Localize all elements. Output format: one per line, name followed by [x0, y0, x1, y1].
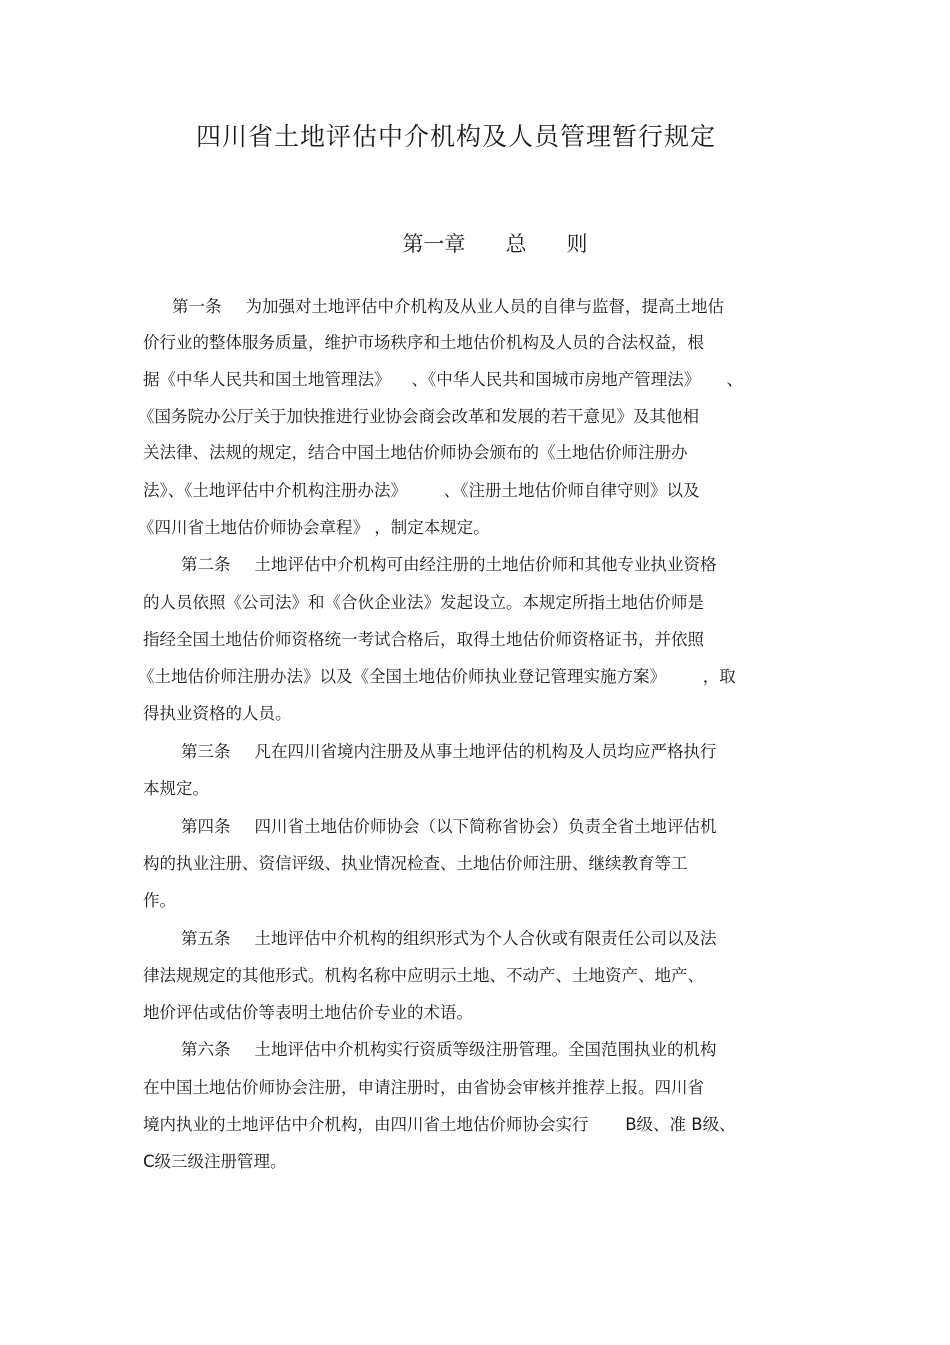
document-title: 四川省土地评估中介机构及人员管理暂行规定 — [195, 122, 716, 151]
article-line: 构的执业注册、资信评级、执业情况检查、土地估价师注册、继续教育等工 — [143, 854, 688, 873]
article-line: 关法律、法规的规定，结合中国土地估价师协会颁布的《土地估价师注册办 — [143, 443, 688, 462]
article-label: 第一条 — [172, 297, 222, 316]
article-line: 第四条 四川省土地估价师协会（以下简称省协会）负责全省土地评估机 — [181, 812, 717, 842]
article-line: 第一条 为加强对土地评估中介机构及从业人员的自律与监督，提高土地估 — [172, 292, 724, 322]
article-line: 第三条 凡在四川省境内注册及从事土地评估的机构及人员均应严格执行 — [181, 737, 717, 767]
article-line: 第五条 土地评估中介机构的组织形式为个人合伙或有限责任公司以及法 — [181, 924, 717, 954]
article-line: 在中国土地估价师协会注册，申请注册时，由省协会审核并推荐上报。四川省 — [143, 1078, 704, 1097]
article-line: 律法规规定的其他形式。机构名称中应明示土地、不动产、土地资产、地产、 — [143, 966, 704, 985]
article-label: 第三条 — [181, 742, 231, 761]
article-line: 《四川省土地估价师协会章程》 ，制定本规定。 — [138, 518, 490, 537]
chapter-heading: 第一章 总 则 — [402, 232, 588, 256]
article-line: 《国务院办公厅关于加快推进行业协会商会改革和发展的若干意见》及其他相 — [138, 407, 699, 426]
article-line: 本规定。 — [143, 779, 209, 798]
article-line: 第六条 土地评估中介机构实行资质等级注册管理。全国范围执业的机构 — [181, 1035, 717, 1065]
article-line: 境内执业的土地评估中介机构，由四川省土地估价师协会实行 B级、准 B级、 — [143, 1115, 736, 1134]
article-label: 第五条 — [181, 929, 231, 948]
article-line: 地价评估或估价等表明土地估价专业的术语。 — [143, 1003, 473, 1022]
article-line: 作。 — [143, 891, 176, 910]
article-line: 的人员依照《公司法》和《合伙企业法》发起设立。本规定所指土地估价师是 — [143, 593, 704, 612]
article-line: 指经全国土地估价师资格统一考试合格后，取得土地估价师资格证书，并依照 — [143, 630, 704, 649]
article-line: C级三级注册管理。 — [143, 1152, 287, 1171]
article-line: 得执业资格的人员。 — [143, 704, 292, 723]
article-line: 价行业的整体服务质量，维护市场秩序和土地估价机构及人员的合法权益，根 — [143, 333, 704, 352]
article-line: 据《中华人民共和国土地管理法》 、《中华人民共和国城市房地产管理法》 、 — [143, 370, 743, 389]
article-label: 第二条 — [181, 555, 231, 574]
article-label: 第六条 — [181, 1040, 231, 1059]
article-line: 第二条 土地评估中介机构可由经注册的土地估价师和其他专业执业资格 — [181, 550, 717, 580]
article-label: 第四条 — [181, 817, 231, 836]
article-line: 《土地估价师注册办法》以及《全国土地估价师执业登记管理实施方案》 ，取 — [138, 667, 736, 686]
article-line: 法》、《土地评估中介机构注册办法》 、《注册土地估价师自律守则》以及 — [143, 481, 700, 500]
